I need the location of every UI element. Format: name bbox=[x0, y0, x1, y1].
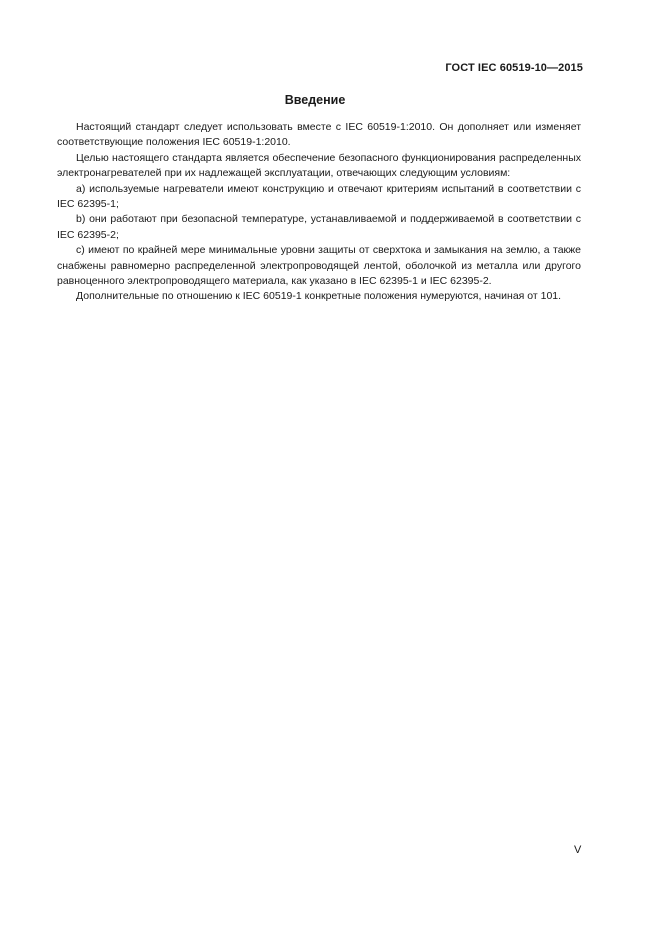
paragraph: Настоящий стандарт следует использовать вместе с IEC 60519-1:2010. Он дополняет или изменяет соответствующие положения IEC 60519-1:2010. bbox=[57, 121, 581, 149]
document-body bbox=[57, 120, 581, 305]
paragraph: Целью настоящего стандарта является обеспечение безопасного функционирования распределенных электронагревателей при их надлежащей эксплуатации, отвечающих следующим условиям: bbox=[57, 151, 581, 180]
page-number: V bbox=[574, 844, 582, 856]
document-code: ГОСТ IEC 60519-10—2015 bbox=[445, 62, 583, 74]
paragraph: Дополнительные по отношению к IEC 60519-1 конкретные положения нумеруются, начиная от 101. bbox=[76, 290, 562, 303]
list-item-c: c) имеют по крайней мере минимальные уровни защиты от сверхтока и замыкания на землю, а также снабжены равномерно распределенной электропроводящей лентой, оболочкой из металла или другого равноценного электропроводящего материала, как указано в IEC 62395-1 и IEC 62395-2. bbox=[57, 244, 581, 288]
list-item-a: а) используемые нагреватели имеют конструкцию и отвечают критериям испытаний в соответствии с IEC 62395-1; bbox=[57, 182, 581, 211]
section-title: Введение bbox=[284, 93, 346, 107]
list-item-b: b) они работают при безопасной температуре, устанавливаемой и поддерживаемой в соответствии с IEC 62395-2; bbox=[57, 213, 581, 241]
